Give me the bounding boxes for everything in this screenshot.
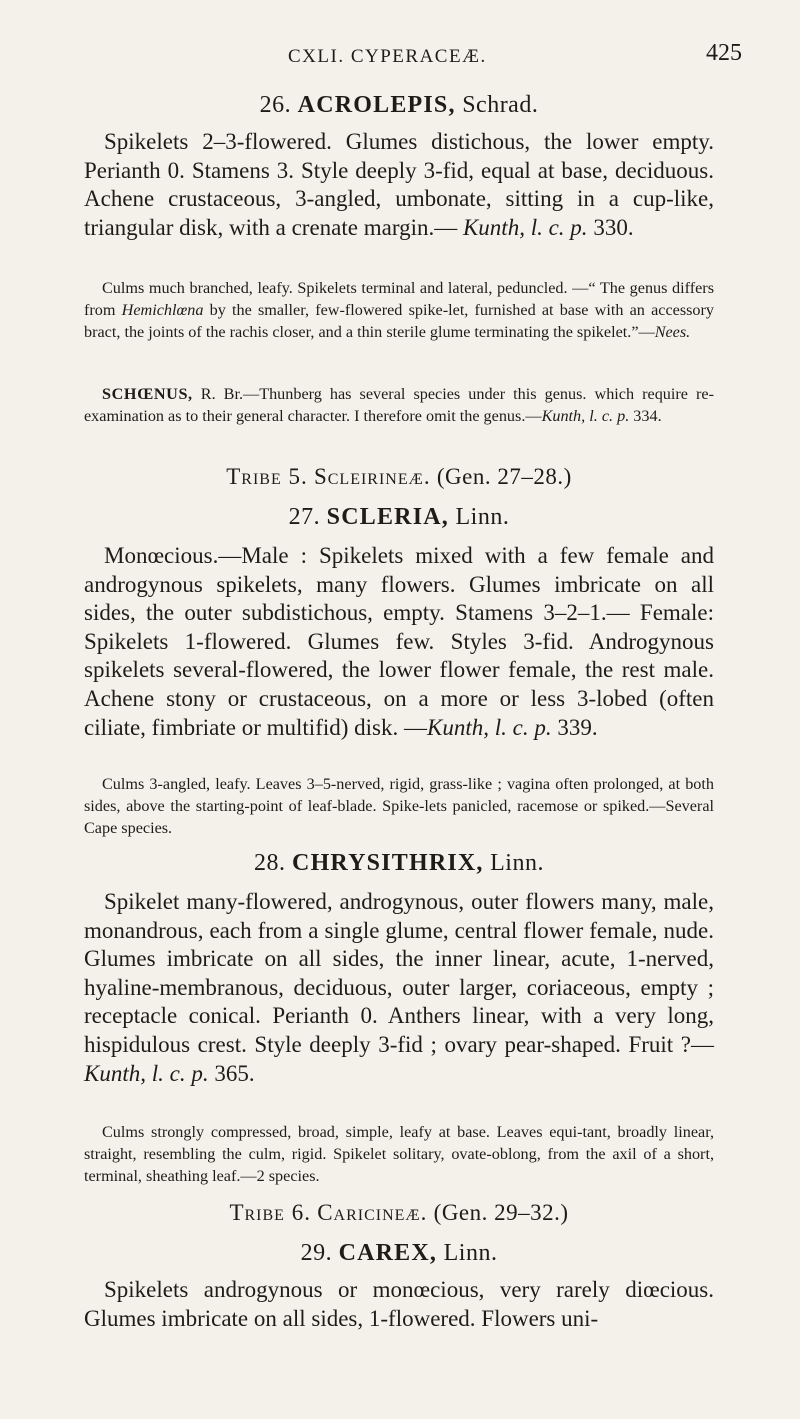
schoenus-name: SCHŒNUS, (102, 385, 193, 403)
citation-page: 365. (214, 1060, 255, 1086)
running-header (0, 40, 800, 74)
genus-number: 29. (300, 1240, 333, 1266)
schoenus-citation: Kunth, l. c. p. (541, 406, 630, 425)
tribe-label: Tribe 6. (229, 1200, 311, 1225)
genus-heading-carex (84, 1240, 714, 1267)
genus-note-scleria: Culms 3-angled, leafy. Leaves 3–5-nerved, rigid, grass-like ; vagina often prolonged, at both sides, above the starting-point of leaf-blade. Spike-lets panicled, racemose or spiked.—Several Cape species. (84, 775, 714, 837)
genus-note-acrolepis (84, 278, 714, 343)
note-citation: Nees. (654, 322, 691, 341)
genus-description-acrolepis (84, 128, 714, 242)
citation-page: 330. (593, 214, 634, 240)
genus-heading-chrysithrix (84, 850, 714, 877)
note-text-continued: by the smaller, few-flowered spike-let, furnished at base with an accessory bract, the joints of the rachis closer, and a thin sterile glume terminating the spikelet.”— (84, 300, 714, 341)
genus-author: Linn. (443, 1240, 498, 1266)
genus-description-carex: Spikelets androgynous or monœcious, very rarely diœcious. Glumes imbricate on all sides, 1-flowered. Flowers uni- (84, 1277, 714, 1331)
note-text: Culms much branched, leafy. Spikelets terminal and lateral, peduncled. —“ The genus differs from (84, 279, 714, 319)
note-italic-name: Hemichlœna (121, 300, 204, 319)
genus-author: Linn. (455, 504, 510, 530)
schoenus-page: 334. (633, 406, 662, 425)
citation: Kunth, l. c. p. (84, 1060, 209, 1086)
tribe-heading-5 (84, 464, 714, 490)
tribe-label: Tribe 5. (226, 464, 308, 489)
genus-heading-scleria (84, 504, 714, 531)
description-text: Spikelet many-flowered, androgynous, outer flowers many, male, monandrous, each from a single glume, central flower female, nude. Glumes imbricate on all sides, the inner linear, acute, 1-nerved, hyaline-membranous, deciduous, outer larger, coriaceous, empty ; receptacle conical. Perianth 0. Anthers linear, with a very long, hispidulous crest. Style deeply 3-fid ; ovary pear-shaped. Fruit ?— (84, 889, 714, 1057)
tribe-genera-range: (Gen. 29–32.) (433, 1200, 569, 1225)
running-title: CXLI. CYPERACEÆ. (288, 46, 487, 67)
genus-author: Linn. (490, 850, 544, 876)
genus-heading-acrolepis (84, 92, 714, 119)
schoenus-text: R. Br.—Thunberg has several species under this genus. which require re-examination as to their general character. I therefore omit the genus.— (84, 385, 714, 425)
genus-number: 26. (259, 92, 292, 118)
tribe-name: Caricineæ. (317, 1200, 428, 1225)
page-number: 425 (706, 40, 742, 66)
citation: Kunth, l. c. p. (462, 214, 588, 240)
genus-description-scleria (84, 542, 714, 742)
genus-name: ACROLEPIS, (297, 92, 456, 118)
genus-name: SCLERIA, (326, 504, 449, 530)
genus-note-chrysithrix: Culms strongly compressed, broad, simple, leafy at base. Leaves equi-tant, broadly linear, straight, resembling the culm, rigid. Spikelet solitary, ovate-oblong, from the axil of a short, terminal, sheathing leaf.—2 species. (84, 1123, 714, 1185)
description-text: Spikelets 2–3-flowered. Glumes distichous, the lower empty. Perianth 0. Stamens 3. Style deeply 3-fid, equal at base, deciduous. Achene crustaceous, 3-angled, umbonate, sitting in a cup-like, triangular disk, with a crenate margin.— (84, 129, 714, 240)
description-text: Monœcious.—Male : Spikelets mixed with a few female and androgynous spikelets, many flowers. Glumes imbricate on all sides, the outer subdistichous, empty. Stamens 3–2–1.— Female: Spikelets 1-flowered. Glumes few. Styles 3-fid. Androgynous spikelets several-flowered, the lower flower female, the rest male. Achene stony or crustaceous, on a more or less 3-lobed (often ciliate, fimbriate or multifid) disk. — (84, 543, 714, 740)
citation: Kunth, l. c. p. (427, 714, 552, 740)
genus-number: 27. (288, 504, 321, 530)
tribe-heading-6 (84, 1200, 714, 1226)
genus-description-chrysithrix (84, 888, 714, 1088)
schoenus-note (84, 384, 714, 428)
citation-page: 339. (557, 714, 598, 740)
genus-number: 28. (254, 850, 286, 876)
tribe-genera-range: (Gen. 27–28.) (436, 464, 572, 489)
tribe-name: Scleirineæ. (313, 464, 431, 489)
genus-author: Schrad. (462, 92, 539, 118)
genus-name: CAREX, (338, 1240, 438, 1266)
genus-name: CHRYSITHRIX, (292, 850, 484, 876)
